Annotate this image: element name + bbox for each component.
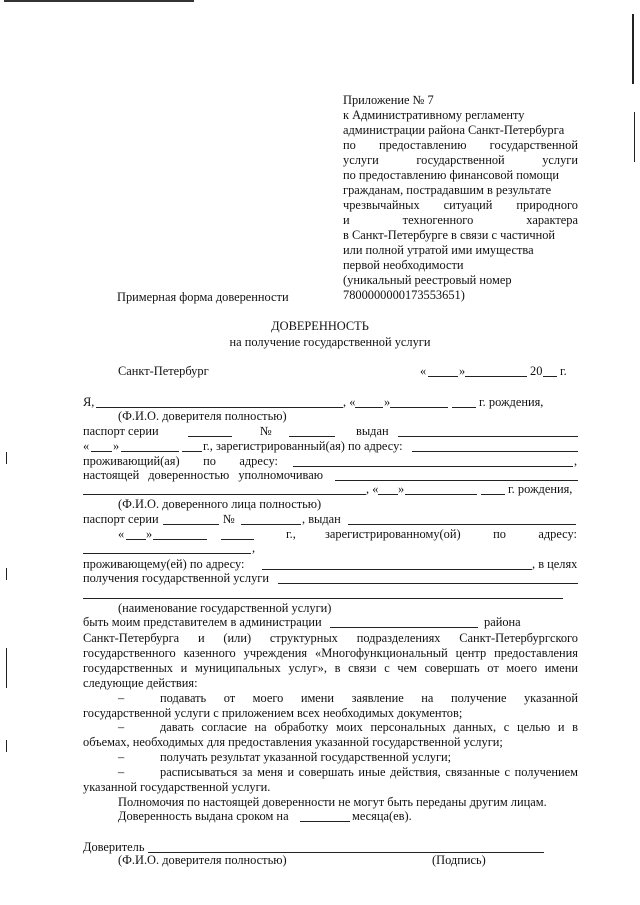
label-registered-agent-g: г., bbox=[286, 527, 296, 541]
item1-last-line: государственной услуги с приложением всех необходимых документов; bbox=[83, 706, 463, 720]
label-receipt: получения государственной услуги bbox=[83, 571, 270, 585]
principal-name-field[interactable] bbox=[96, 407, 343, 408]
principal-passport-series-field[interactable] bbox=[188, 436, 232, 437]
form-label: Примерная форма доверенности bbox=[117, 290, 289, 304]
agent-birth-year-field[interactable] bbox=[481, 494, 505, 495]
label-validity: Доверенность выдана сроком на bbox=[118, 809, 289, 823]
para1-line: государственных и муниципальных услуг», в связи с чем совершать от моего имени bbox=[83, 661, 578, 675]
label-district: района bbox=[484, 615, 521, 629]
item2-last-line: объемах, необходимых для предоставления указанной государственной услуги; bbox=[83, 735, 503, 749]
label-ya: Я, bbox=[83, 395, 95, 409]
label-quote-open: « bbox=[83, 439, 90, 453]
item2-first-line: давать согласие на обработку моих персональных данных, с целью и в bbox=[160, 720, 578, 734]
no-transfer-line: Полномочия по настоящей доверенности не могут быть переданы другим лицам. bbox=[118, 795, 547, 809]
scan-artifact-right-edge bbox=[632, 14, 634, 84]
label-issued: выдан bbox=[356, 424, 389, 438]
label-be-my-rep: быть моим представителем в администрации bbox=[83, 615, 322, 629]
annex-line: услуги государственной услуги bbox=[343, 153, 578, 167]
item1-first-line: подавать от моего имени заявление на получение указанной bbox=[160, 691, 578, 705]
para1-last-line: следующие действия: bbox=[83, 676, 198, 690]
label-number-agent: № bbox=[223, 512, 235, 526]
principal-issued-year-field[interactable] bbox=[182, 451, 202, 452]
annex-line: по предоставлению финансовой помощи bbox=[343, 168, 560, 182]
agent-residence-address-field[interactable] bbox=[262, 569, 532, 570]
label-registered-principal: г., зарегистрированный(ая) по адресу: bbox=[203, 439, 403, 453]
principal-residence-address-field[interactable] bbox=[293, 466, 573, 467]
principal-birth-day-field[interactable] bbox=[355, 407, 383, 408]
label-comma-quote-2: , « bbox=[366, 482, 379, 496]
annex-line: в Санкт-Петербурге в связи с частичной bbox=[343, 228, 556, 242]
label-quote-close: » bbox=[384, 395, 391, 409]
date-month-blank[interactable] bbox=[465, 376, 527, 377]
label-comma-quote: , « bbox=[343, 395, 356, 409]
agent-passport-series-field[interactable] bbox=[163, 524, 219, 525]
document-subtitle: на получение государственной услуги bbox=[229, 335, 431, 349]
agent-issued-year-field[interactable] bbox=[221, 539, 254, 540]
agent-registered-address-field[interactable] bbox=[83, 553, 251, 554]
service-name-field-2[interactable] bbox=[83, 598, 563, 599]
scan-artifact-right-edge-2 bbox=[634, 112, 635, 162]
label-validity-months: месяца(ев). bbox=[352, 809, 412, 823]
item3-line: получать результат указанной государственной услуги; bbox=[160, 750, 452, 764]
label-quote-open-2: « bbox=[118, 527, 125, 541]
label-passport-series-agent: паспорт серии bbox=[83, 512, 159, 526]
annex-line: администрации района Санкт-Петербурга bbox=[343, 123, 565, 137]
scan-artifact-left-mark bbox=[6, 568, 7, 580]
principal-issued-month-field[interactable] bbox=[121, 451, 179, 452]
caption-fio-principal: (Ф.И.О. доверителя полностью) bbox=[118, 409, 287, 423]
dash: – bbox=[118, 720, 125, 734]
annex-block bbox=[343, 93, 578, 303]
item4-last-line: указанной государственной услуги. bbox=[83, 780, 271, 794]
agent-name-field-2[interactable] bbox=[83, 494, 366, 495]
document-title: ДОВЕРЕННОСТЬ bbox=[271, 319, 369, 333]
annex-line: по предоставлению государственной bbox=[343, 138, 578, 152]
label-comma-2: , bbox=[252, 541, 256, 555]
agent-name-field[interactable] bbox=[335, 480, 578, 481]
date-quote-close: » bbox=[459, 364, 466, 378]
dash: – bbox=[118, 765, 125, 779]
annex-line: гражданам, пострадавшим в результате bbox=[343, 183, 552, 197]
label-quote-close-2: » bbox=[113, 439, 120, 453]
date-suffix: г. bbox=[560, 364, 567, 378]
annex-line: 7800000000173553651) bbox=[343, 288, 465, 302]
label-birth: г. рождения, bbox=[479, 395, 544, 409]
annex-line: чрезвычайных ситуаций природного bbox=[343, 198, 578, 212]
validity-months-field[interactable] bbox=[300, 821, 350, 822]
date-year-blank[interactable] bbox=[543, 376, 557, 377]
dash: – bbox=[118, 750, 125, 764]
annex-line: и техногенного характера bbox=[343, 213, 578, 227]
dash: – bbox=[118, 691, 125, 705]
label-issued-agent: , выдан bbox=[302, 512, 341, 526]
label-number: № bbox=[260, 424, 272, 438]
administration-district-field[interactable] bbox=[330, 627, 478, 628]
label-comma: , bbox=[574, 454, 578, 468]
agent-issued-day-field[interactable] bbox=[126, 539, 146, 540]
annex-line: первой необходимости bbox=[343, 258, 464, 272]
principal-birth-year-field[interactable] bbox=[452, 407, 476, 408]
scan-artifact-top-line bbox=[4, 0, 194, 2]
annex-line: к Административному регламенту bbox=[343, 108, 525, 122]
agent-passport-issued-field[interactable] bbox=[348, 524, 576, 525]
label-present-authorize: настоящей доверенностью уполномочиваю bbox=[83, 468, 323, 482]
agent-passport-number-field[interactable] bbox=[241, 524, 301, 525]
label-birth-2: г. рождения, bbox=[508, 482, 573, 496]
principal-issued-day-field[interactable] bbox=[91, 451, 112, 452]
scan-artifact-left-mark bbox=[6, 648, 7, 688]
label-residing-agent: проживающему(ей) по адресу: bbox=[83, 557, 245, 571]
label-residing-principal: проживающий(ая) по адресу: bbox=[83, 454, 278, 468]
scan-artifact-left-mark bbox=[6, 452, 7, 464]
principal-passport-number-field[interactable] bbox=[289, 436, 335, 437]
city: Санкт-Петербург bbox=[118, 364, 209, 378]
annex-line: (уникальный реестровый номер bbox=[343, 273, 512, 287]
caption-fio-agent: (Ф.И.О. доверенного лица полностью) bbox=[118, 497, 322, 511]
annex-line: Приложение № 7 bbox=[343, 93, 434, 107]
scan-artifact-left-mark bbox=[6, 740, 7, 752]
para1-line: Санкт-Петербурга и (или) структурных подразделениях Санкт-Петербургского bbox=[83, 631, 578, 645]
label-registered-agent: зарегистрированному(ой) по адресу: bbox=[325, 527, 577, 541]
label-quote-close-4: » bbox=[146, 527, 153, 541]
caption-fio-principal-sign: (Ф.И.О. доверителя полностью) bbox=[118, 853, 287, 867]
para1-line: государственного казенного учреждения «Многофункциональный центр предоставления bbox=[83, 646, 578, 660]
caption-service-name: (наименование государственной услуги) bbox=[118, 601, 332, 615]
principal-passport-issued-field[interactable] bbox=[398, 436, 578, 437]
agent-issued-month-field[interactable] bbox=[153, 539, 207, 540]
label-quote-close-3: » bbox=[398, 482, 405, 496]
label-principal: Доверитель bbox=[83, 840, 145, 854]
principal-birth-month-field[interactable] bbox=[390, 407, 448, 408]
date-year-prefix: 20 bbox=[530, 364, 543, 378]
label-passport-series: паспорт серии bbox=[83, 424, 159, 438]
annex-line: или полной утратой ими имущества bbox=[343, 243, 534, 257]
date-quote-open: « bbox=[420, 364, 427, 378]
principal-registered-address-field[interactable] bbox=[412, 451, 578, 452]
item4-first-line: расписываться за меня и совершать иные действия, связанные с получением bbox=[160, 765, 578, 779]
service-name-field[interactable] bbox=[278, 583, 578, 584]
date-day-blank[interactable] bbox=[428, 376, 458, 377]
label-purpose: , в целях bbox=[532, 557, 578, 571]
caption-signature: (Подпись) bbox=[432, 853, 486, 867]
agent-birth-day-field[interactable] bbox=[378, 494, 398, 495]
agent-birth-month-field[interactable] bbox=[405, 494, 477, 495]
